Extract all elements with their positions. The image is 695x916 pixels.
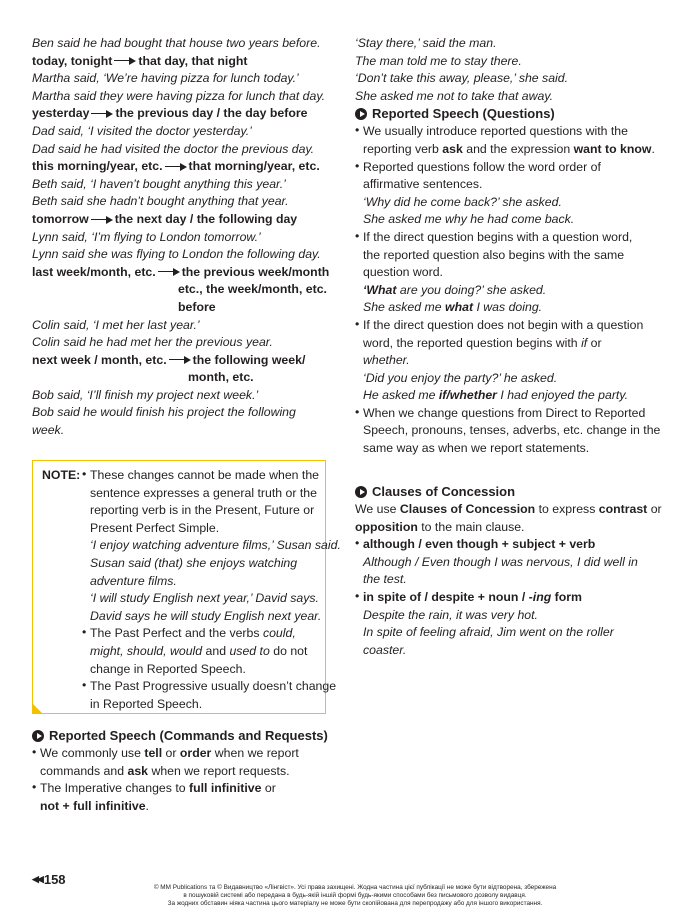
- arrow-right-icon: [91, 109, 113, 119]
- example-line: Ben said he had bought that house two years before.: [32, 36, 321, 50]
- example-line: Lynn said she was flying to London the following day.: [32, 247, 321, 262]
- example-line: Dad said, ‘I visited the doctor yesterday.’: [32, 123, 252, 138]
- example-line: Lynn said, ‘I’m flying to London tomorrow.’: [32, 229, 261, 244]
- questions-bullet: • If the direct question begins with a question word, the reported question also begins with the same question word. ‘What are you doing?’ she asked. She asked me what I was doing.: [355, 228, 633, 315]
- note-bullet: • The Past Progressive usually doesn’t change in Reported Speech.: [82, 678, 337, 711]
- bullet-icon: •: [355, 316, 360, 331]
- concession-bullet: • although / even though + subject + verb Although / Even though I was nervous, I did well in the test.: [355, 536, 638, 587]
- questions-bullet: • We usually introduce reported questions with the reporting verb ask and the expression want to know.: [355, 123, 655, 156]
- concession-bullet: • in spite of / despite + noun / -ing form Despite the rain, it was very hot. In spite of feeling afraid, Jim went on the roller coaster.: [355, 588, 614, 657]
- example-line: ‘Don’t take this away, please,’ she said.: [355, 71, 569, 86]
- play-icon: [355, 486, 367, 498]
- arrow-right-icon: [158, 267, 180, 277]
- bullet-icon: •: [355, 158, 360, 173]
- example-line: Dad said he had visited the doctor the previous day.: [32, 141, 315, 156]
- arrow-right-icon: [114, 56, 136, 66]
- note-example: ‘I enjoy watching adventure films,’ Susan said.: [90, 538, 341, 553]
- note-example: David says he will study English next year.: [90, 608, 322, 623]
- bullet-icon: •: [355, 536, 360, 551]
- example-line: Martha said, ‘We’re having pizza for lunch today.’: [32, 71, 299, 86]
- time-change-rule: next week / month, etc. the following week/: [32, 352, 306, 367]
- note-bullet: • These changes cannot be made when the sentence expresses a general truth or the reporting verb is in the Present, Future or Present Perfect Simple. ‘I enjoy watching adventure films,’ Susan said. Susan said (that) she enjoys watching adventure films. ‘I will study English next year,’ David says. David says he will study English next year.: [82, 467, 327, 625]
- bullet-icon: •: [355, 123, 360, 138]
- example-line: ‘Stay there,’ said the man.: [355, 36, 497, 50]
- section-heading: Reported Speech (Commands and Requests): [32, 727, 332, 745]
- arrow-right-icon: [169, 355, 191, 365]
- time-change-rule: tomorrow the next day / the following day: [32, 211, 298, 226]
- questions-bullet: • If the direct question does not begin with a question word, the reported question begins with if or whether. ‘Did you enjoy the party?’ he asked. He asked me if/whether I had enjoyed the party.: [355, 316, 644, 403]
- note-example: adventure films.: [90, 573, 177, 588]
- note-example: ‘I will study English next year,’ David says.: [90, 591, 319, 606]
- bullet-icon: •: [355, 228, 360, 243]
- note-example: Susan said (that) she enjoys watching: [90, 555, 298, 570]
- example-line: Beth said she hadn’t bought anything that year.: [32, 194, 289, 209]
- questions-bullet: • When we change questions from Direct to Reported Speech, pronouns, tenses, adverbs, etc. change in the same way as when we report statements.: [355, 404, 661, 456]
- bullet-icon: •: [32, 745, 37, 759]
- section-heading: Reported Speech (Questions): [355, 105, 660, 123]
- note-corner-decoration: [33, 704, 42, 713]
- questions-bullet: • Reported questions follow the word order of affirmative sentences. ‘Why did he come back?’ she asked. She asked me why he had come back.: [355, 158, 601, 227]
- time-change-rule: yesterday the previous day / the day before: [32, 106, 308, 121]
- copyright-notice: © MM Publications та © Видавництво «Лінгвіст». Усі права захищені. Жодна частина цієї публікації не може бути відтворена, збережена в пошуковій системі або передана в будь-якій іншій формі будь-якими способами без письмового дозволу видавця. За жодних обставин ніяка частина цього матеріалу не може бути скопійована для перепродажу або для іншого використання.: [153, 884, 557, 907]
- example-line: Bob said, ‘I’ll finish my project next week.’: [32, 387, 259, 402]
- commands-bullet: • We commonly use tell or order when we report commands and ask when we report requests.: [32, 745, 299, 778]
- bullet-icon: •: [82, 678, 87, 693]
- note-body: [82, 467, 341, 713]
- time-change-rule-cont: before: [178, 299, 216, 314]
- example-line: Beth said, ‘I haven’t bought anything this year.’: [32, 176, 286, 191]
- note-box: [32, 460, 341, 714]
- time-change-rule: today, tonight that day, that night: [32, 53, 248, 68]
- left-column: [32, 35, 332, 440]
- commands-section: [32, 727, 332, 815]
- bullet-icon: •: [355, 588, 360, 603]
- play-icon: [32, 730, 44, 742]
- note-label: NOTE:: [42, 468, 81, 482]
- example-line: Colin said, ‘I met her last year.’: [32, 317, 200, 332]
- example-line: Bob said he would finish his project the following: [32, 405, 296, 420]
- page-number: ◀◀ 158: [32, 872, 66, 887]
- page-back-icon: ◀◀: [32, 874, 42, 884]
- arrow-right-icon: [91, 215, 113, 225]
- right-column: [355, 35, 660, 458]
- time-change-rule-cont: month, etc.: [188, 370, 254, 385]
- bullet-icon: •: [82, 467, 87, 481]
- commands-bullet: • The Imperative changes to full infinitive or not + full infinitive.: [32, 780, 276, 813]
- example-line: She asked me not to take that away.: [355, 88, 554, 103]
- example-line: The man told me to stay there.: [355, 53, 522, 68]
- note-bullet: • The Past Perfect and the verbs could, might, should, would and used to do not change in Reported Speech.: [82, 625, 308, 676]
- arrow-right-icon: [165, 162, 187, 172]
- example-line: Martha said they were having pizza for lunch that day.: [32, 88, 326, 103]
- bullet-icon: •: [355, 404, 360, 419]
- time-change-rule: this morning/year, etc. that morning/year, etc.: [32, 159, 320, 174]
- time-change-rule-cont: etc., the week/month, etc.: [178, 282, 327, 297]
- bullet-icon: •: [32, 780, 37, 795]
- time-change-rule: last week/month, etc. the previous week/month: [32, 264, 330, 279]
- example-line: week.: [32, 423, 65, 438]
- bullet-icon: •: [82, 625, 87, 640]
- example-line: Colin said he had met her the previous year.: [32, 335, 273, 350]
- play-icon: [355, 108, 367, 120]
- section-heading: Clauses of Concession: [355, 483, 660, 501]
- concession-section: Clauses of Concession We use Clauses of Concession to express contrast or opposition to the main clause. • although / even though + subject + verb Although / Even though I was nervous, I did well in the test. • in spite of / despite + noun / -ing form Despite the rain, it was very hot. In spite of feeling afraid, Jim went on the roller coaster.: [355, 483, 660, 659]
